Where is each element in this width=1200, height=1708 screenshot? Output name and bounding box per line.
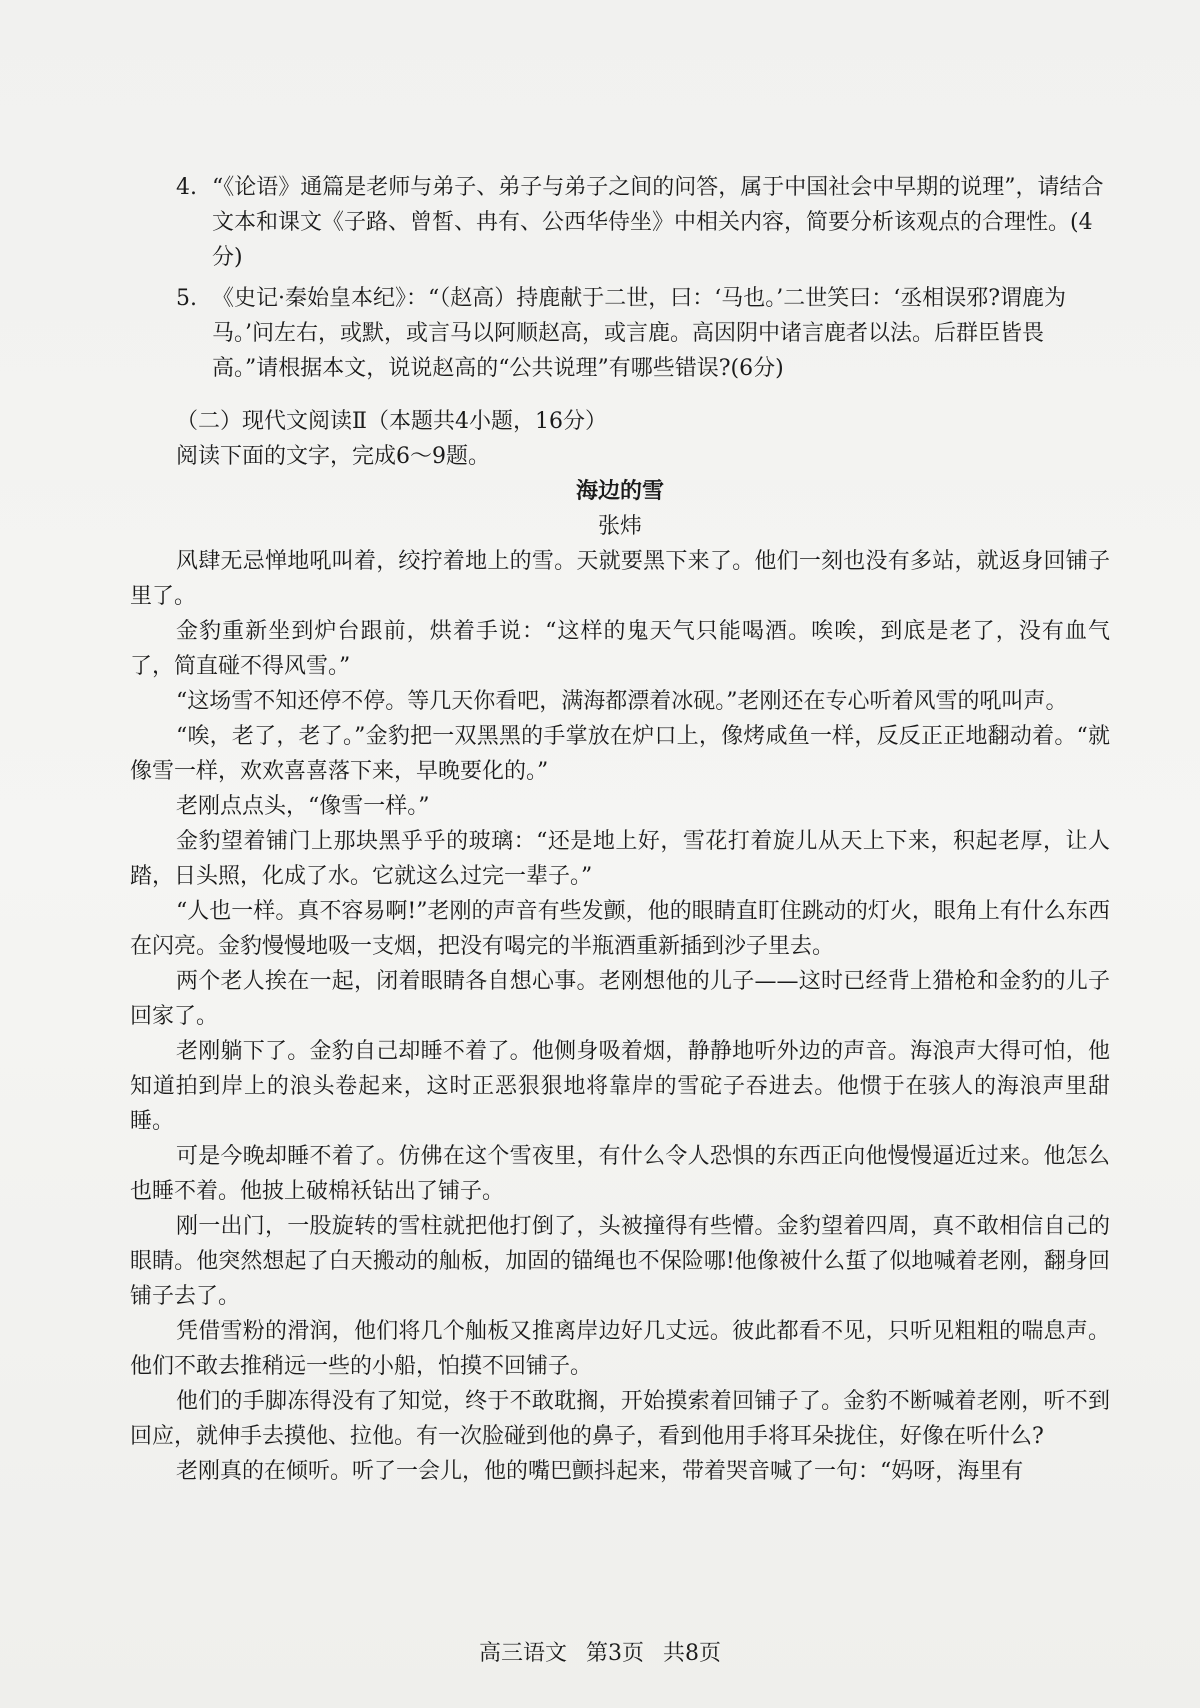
question-text: 《史记·秦始皇本纪》：“（赵高）持鹿献于二世，曰：‘马也。’二世笑曰：‘丞相误邪?谓鹿为马。’问左右，或默，或言马以阿顺赵高，或言鹿。高因阴中诸言鹿者以法。后群臣皆畏高。”请根据本文，说说赵高的“公共说理”有哪些错误?(6分) — [212, 286, 1067, 381]
question-5 — [130, 281, 1110, 386]
article-paragraph: 金豹望着铺门上那块黑乎乎的玻璃：“还是地上好，雪花打着旋儿从天上下来，积起老厚，让人踏，日头照，化成了水。它就这么过完一辈子。” — [130, 829, 1110, 889]
article-paragraph: 老刚真的在倾听。听了一会儿，他的嘴巴颤抖起来，带着哭音喊了一句：“妈呀，海里有 — [176, 1459, 1024, 1484]
article-paragraph: 老刚躺下了。金豹自己却睡不着了。他侧身吸着烟，静静地听外边的声音。海浪声大得可怕，他知道拍到岸上的浪头卷起来，这时正恶狠狠地将靠岸的雪砣子吞进去。他惯于在骇人的海浪声里甜睡。 — [130, 1039, 1110, 1134]
footer-total: 共8页 — [663, 1641, 721, 1666]
article-paragraph: 凭借雪粉的滑润，他们将几个舢板又推离岸边好几丈远。彼此都看不见，只听见粗粗的喘息声。他们不敢去推稍远一些的小船，怕摸不回铺子。 — [130, 1319, 1110, 1379]
article-paragraph: “人也一样。真不容易啊!”老刚的声音有些发颤，他的眼睛直盯住跳动的灯火，眼角上有什么东西在闪亮。金豹慢慢地吸一支烟，把没有喝完的半瓶酒重新插到沙子里去。 — [130, 899, 1110, 959]
page-footer — [0, 1636, 1200, 1667]
section-header — [130, 404, 1110, 474]
question-text: “《论语》通篇是老师与弟子、弟子与弟子之间的问答，属于中国社会中早期的说理”，请结合文本和课文《子路、曾皙、冉有、公西华侍坐》中相关内容，简要分析该观点的合理性。(4分) — [212, 175, 1104, 270]
article-paragraph: “唉，老了，老了。”金豹把一双黑黑的手掌放在炉口上，像烤咸鱼一样，反反正正地翻动着。“就像雪一样，欢欢喜喜落下来，早晚要化的。” — [130, 724, 1110, 784]
question-number: 5. — [176, 286, 197, 311]
question-number: 4. — [176, 175, 197, 200]
article-author: 张炜 — [597, 514, 642, 539]
article-title: 海边的雪 — [575, 478, 664, 504]
article-paragraph: “这场雪不知还停不停。等几天你看吧，满海都漂着冰砚。”老刚还在专心听着风雪的吼叫声。 — [176, 689, 1068, 714]
article-paragraph: 老刚点点头，“像雪一样。” — [176, 794, 430, 819]
article-paragraph: 可是今晚却睡不着了。仿佛在这个雪夜里，有什么令人恐惧的东西正向他慢慢逼近过来。他怎么也睡不着。他披上破棉袄钻出了铺子。 — [130, 1144, 1110, 1204]
article-paragraph: 他们的手脚冻得没有了知觉，终于不敢耽搁，开始摸索着回铺子了。金豹不断喊着老刚，听不到回应，就伸手去摸他、拉他。有一次脸碰到他的鼻子，看到他用手将耳朵拢住，好像在听什么? — [130, 1389, 1110, 1449]
page-content — [130, 170, 1110, 1489]
article-paragraph: 金豹重新坐到炉台跟前，烘着手说：“这样的鬼天气只能喝酒。唉唉，到底是老了，没有血气了，简直碰不得风雪。” — [130, 619, 1110, 679]
footer-subject: 高三语文 — [478, 1641, 567, 1666]
article-paragraph: 风肆无忌惮地吼叫着，绞拧着地上的雪。天就要黑下来了。他们一刻也没有多站，就返身回铺子里了。 — [130, 549, 1110, 609]
question-4 — [130, 170, 1110, 275]
section-instruction: 阅读下面的文字，完成6～9题。 — [176, 444, 490, 469]
article-paragraph: 刚一出门，一股旋转的雪柱就把他打倒了，头被撞得有些懵。金豹望着四周，真不敢相信自己的眼睛。他突然想起了白天搬动的舢板，加固的锚绳也不保险哪!他像被什么蜇了似地喊着老刚，翻身回铺子去了。 — [130, 1214, 1110, 1309]
footer-page: 第3页 — [586, 1641, 644, 1666]
section-heading: （二）现代文阅读Ⅱ（本题共4小题，16分） — [176, 409, 607, 434]
article-paragraph: 两个老人挨在一起，闭着眼睛各自想心事。老刚想他的儿子——这时已经背上猎枪和金豹的儿子回家了。 — [130, 969, 1110, 1029]
